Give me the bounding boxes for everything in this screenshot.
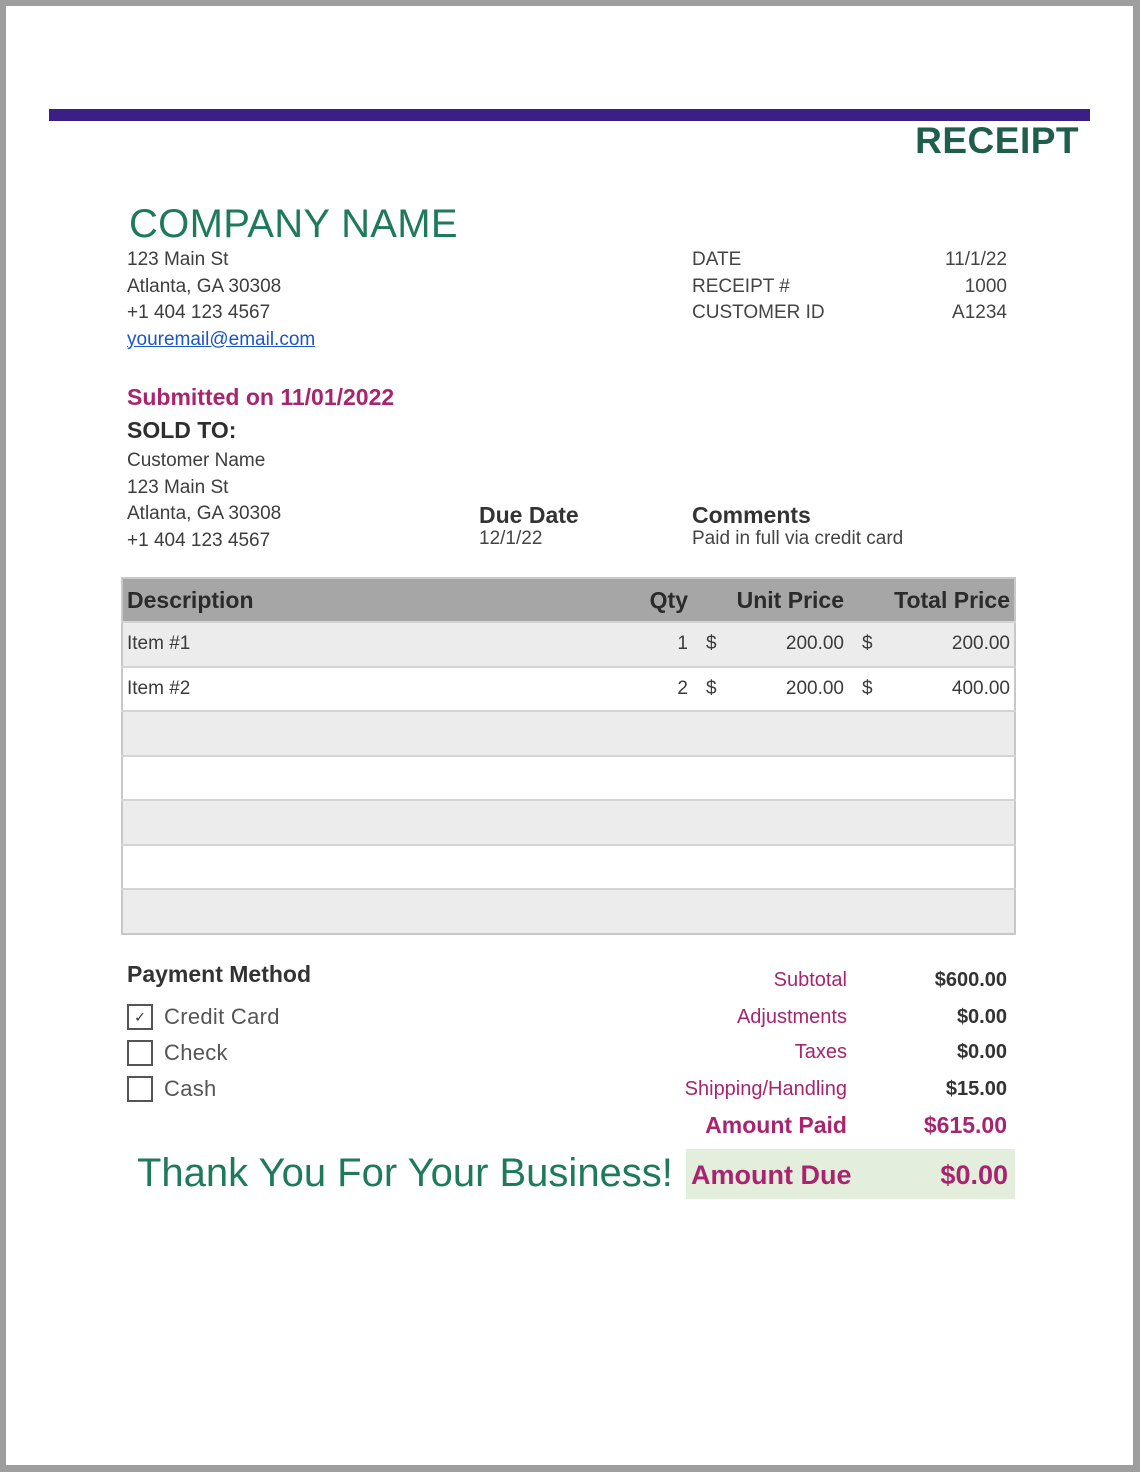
payment-option-check[interactable]	[127, 1038, 228, 1068]
unit-price-cell	[726, 756, 848, 801]
submitted-date: Submitted on 11/01/2022	[127, 384, 395, 410]
item-description-cell	[122, 800, 624, 845]
thank-you-message: Thank You For Your Business!	[137, 1151, 673, 1195]
item-description-cell	[122, 711, 624, 756]
comments-value: Paid in full via credit card	[692, 528, 904, 549]
credit-card-label: Credit Card	[164, 1004, 280, 1029]
cash-checkbox[interactable]	[127, 1076, 153, 1102]
total-price-header: Total Price	[848, 578, 1015, 622]
amount-due-box	[686, 1149, 1015, 1199]
total-price-cell: 400.00	[882, 667, 1015, 712]
credit-card-checkbox[interactable]: ✓	[127, 1004, 153, 1030]
table-row	[122, 800, 1015, 845]
shipping-value: $15.00	[945, 1078, 1007, 1100]
table-header-row	[122, 578, 1015, 622]
total-price-cell	[882, 711, 1015, 756]
unit-currency-cell	[692, 845, 726, 890]
item-qty-cell	[624, 711, 692, 756]
sold-to-heading: SOLD TO:	[127, 417, 237, 443]
receipt-meta-values	[945, 247, 1007, 327]
unit-currency-cell: $	[692, 667, 726, 712]
customer-phone: +1 404 123 4567	[127, 529, 271, 551]
company-phone: +1 404 123 4567	[127, 302, 271, 323]
company-email-link[interactable]: youremail@email.com	[127, 328, 316, 350]
total-currency-cell	[848, 845, 882, 890]
subtotal-value: $600.00	[934, 969, 1007, 991]
customer-id-label: CUSTOMER ID	[692, 302, 825, 323]
unit-price-cell: 200.00	[726, 622, 848, 667]
total-currency-cell	[848, 711, 882, 756]
total-currency-cell	[848, 800, 882, 845]
receipt-meta-labels	[692, 247, 825, 327]
total-price-cell	[882, 800, 1015, 845]
customer-name: Customer Name	[127, 450, 266, 471]
amount-due-value: $0.00	[940, 1160, 1008, 1190]
item-qty-cell	[624, 756, 692, 801]
amount-due-label: Amount Due	[691, 1160, 852, 1190]
check-checkbox[interactable]	[127, 1040, 153, 1066]
payment-option-cash[interactable]	[127, 1074, 217, 1104]
unit-price-cell	[726, 711, 848, 756]
amount-paid-label: Amount Paid	[705, 1112, 847, 1138]
receipt-page	[6, 6, 1133, 1465]
company-street: 123 Main St	[127, 249, 229, 270]
unit-price-cell	[726, 889, 848, 934]
items-table	[121, 577, 1016, 935]
comments-label: Comments	[692, 502, 811, 528]
unit-currency-cell: $	[692, 622, 726, 667]
table-row	[122, 711, 1015, 756]
check-label: Check	[164, 1040, 228, 1065]
total-price-cell	[882, 889, 1015, 934]
unit-currency-cell	[692, 756, 726, 801]
receipt-title: RECEIPT	[915, 120, 1079, 161]
item-description-cell: Item #2	[122, 667, 624, 712]
total-currency-cell	[848, 889, 882, 934]
shipping-label: Shipping/Handling	[684, 1078, 847, 1100]
cash-label: Cash	[164, 1076, 217, 1101]
item-description-cell	[122, 889, 624, 934]
customer-city: Atlanta, GA 30308	[127, 503, 282, 524]
table-row	[122, 622, 1015, 667]
item-qty-cell	[624, 889, 692, 934]
item-qty-cell: 2	[624, 667, 692, 712]
table-row	[122, 667, 1015, 712]
item-description-cell: Item #1	[122, 622, 624, 667]
total-currency-cell: $	[848, 622, 882, 667]
company-name: COMPANY NAME	[129, 202, 458, 246]
unit-currency-cell	[692, 800, 726, 845]
customer-street: 123 Main St	[127, 476, 229, 498]
unit-price-header: Unit Price	[692, 578, 848, 622]
item-qty-cell	[624, 845, 692, 890]
qty-header: Qty	[624, 578, 692, 622]
total-price-cell: 200.00	[882, 622, 1015, 667]
adjustments-label: Adjustments	[736, 1006, 847, 1028]
item-qty-cell	[624, 800, 692, 845]
unit-currency-cell	[692, 889, 726, 934]
taxes-value: $0.00	[956, 1041, 1007, 1063]
company-address	[127, 247, 315, 353]
due-date-label: Due Date	[479, 502, 579, 528]
receipt-number-value: 1000	[964, 275, 1007, 297]
unit-price-cell: 200.00	[726, 667, 848, 712]
amount-paid-value: $615.00	[923, 1112, 1007, 1138]
item-description-cell	[122, 756, 624, 801]
payment-method-title: Payment Method	[127, 961, 312, 987]
company-city: Atlanta, GA 30308	[127, 275, 282, 297]
customer-id-value: A1234	[952, 302, 1007, 323]
customer-address	[127, 448, 281, 554]
taxes-label: Taxes	[794, 1041, 847, 1063]
subtotal-label: Subtotal	[773, 969, 847, 991]
total-currency-cell	[848, 756, 882, 801]
unit-price-cell	[726, 800, 848, 845]
table-row	[122, 889, 1015, 934]
description-header: Description	[122, 578, 624, 622]
receipt-number-label: RECEIPT #	[692, 275, 790, 297]
total-currency-cell: $	[848, 667, 882, 712]
total-price-cell	[882, 845, 1015, 890]
table-row	[122, 845, 1015, 890]
date-label: DATE	[692, 249, 742, 270]
adjustments-value: $0.00	[956, 1006, 1007, 1028]
unit-price-cell	[726, 845, 848, 890]
table-row	[122, 756, 1015, 801]
item-qty-cell: 1	[624, 622, 692, 667]
date-value: 11/1/22	[945, 249, 1007, 270]
unit-currency-cell	[692, 711, 726, 756]
item-description-cell	[122, 845, 624, 890]
total-price-cell	[882, 756, 1015, 801]
payment-option-credit-card[interactable]	[127, 1002, 280, 1032]
due-date-value: 12/1/22	[479, 528, 543, 549]
